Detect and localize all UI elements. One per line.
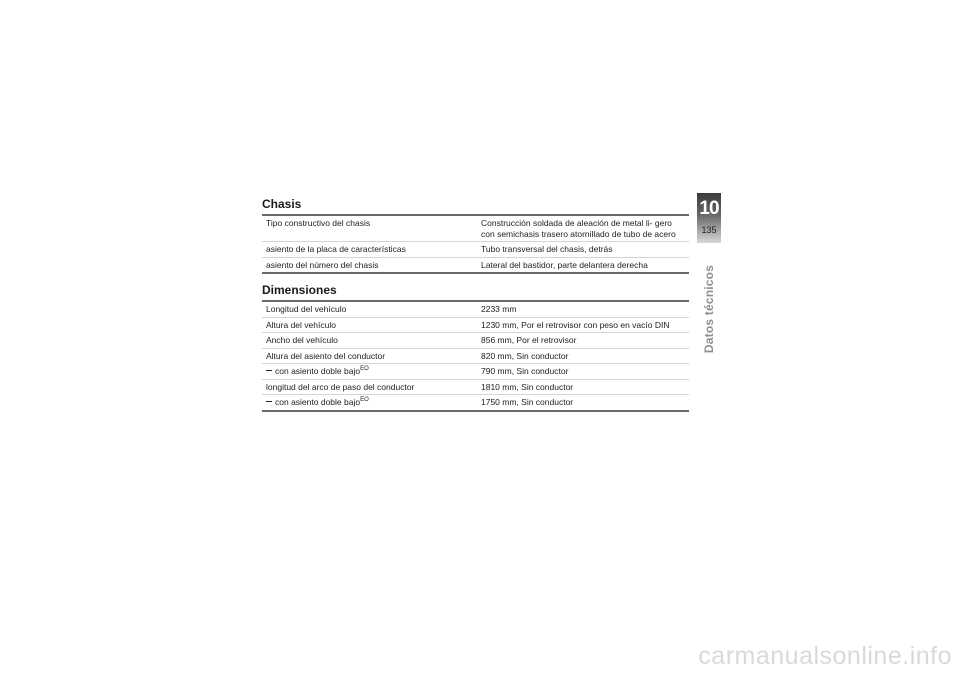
watermark: carmanualsonline.info xyxy=(698,642,952,670)
row-label: asiento del número del chasis xyxy=(266,259,379,270)
row-value: 790 mm, Sin conductor xyxy=(481,366,569,376)
chapter-number: 10 xyxy=(699,198,719,219)
row-value: 2233 mm xyxy=(481,304,517,314)
section-title-chasis: Chasis xyxy=(262,197,302,211)
table-row xyxy=(262,395,689,411)
row-value: Construcción soldada de aleación de metal li- gero con semichasis trasero atornillado de tubo de acero xyxy=(481,218,676,239)
chapter-tab xyxy=(697,193,721,243)
row-label: Altura del asiento del conductor xyxy=(266,350,386,361)
table-row xyxy=(262,242,689,258)
row-label: con asiento doble bajo xyxy=(275,397,361,407)
row-value: Tubo transversal del chasis, detrás xyxy=(481,244,613,254)
table-row xyxy=(262,301,689,317)
page-number: 135 xyxy=(701,225,717,235)
table-row xyxy=(262,333,689,349)
row-value: 1230 mm, Por el retrovisor con peso en vacío DIN xyxy=(481,319,670,330)
chapter-side-label-text: Datos técnicos xyxy=(702,264,716,354)
table-row xyxy=(262,348,689,364)
dash-bullet-icon xyxy=(266,401,272,402)
table-row xyxy=(262,257,689,273)
table-row xyxy=(262,317,689,333)
row-label-sub xyxy=(262,395,475,411)
row-value: 1750 mm, Sin conductor xyxy=(481,397,574,407)
dash-bullet-icon xyxy=(266,370,272,371)
equipment-mark: EO xyxy=(360,366,369,372)
row-label: Tipo constructivo del chasis xyxy=(266,218,371,228)
row-label: Ancho del vehículo xyxy=(266,335,338,345)
row-value: Lateral del bastidor, parte delantera derecha xyxy=(481,259,648,270)
table-row xyxy=(262,215,689,242)
table-row xyxy=(262,364,689,380)
chapter-side-label xyxy=(696,264,722,354)
row-label: longitud del arco de paso del conductor xyxy=(266,381,415,392)
row-label: Altura del vehículo xyxy=(266,319,336,330)
row-label: con asiento doble bajo xyxy=(275,366,361,376)
table-row xyxy=(262,379,689,395)
chasis-table xyxy=(262,214,689,274)
main-content xyxy=(262,196,689,412)
row-label-sub xyxy=(262,364,475,380)
row-value: 1810 mm, Sin conductor xyxy=(481,381,574,392)
dimensiones-table xyxy=(262,300,689,412)
row-value: 856 mm, Por el retrovisor xyxy=(481,335,577,345)
row-label: asiento de la placa de características xyxy=(266,244,406,254)
equipment-mark: EO xyxy=(360,397,369,403)
row-label: Longitud del vehículo xyxy=(266,304,347,314)
row-value: 820 mm, Sin conductor xyxy=(481,350,569,361)
section-title-dimensiones: Dimensiones xyxy=(262,283,337,297)
